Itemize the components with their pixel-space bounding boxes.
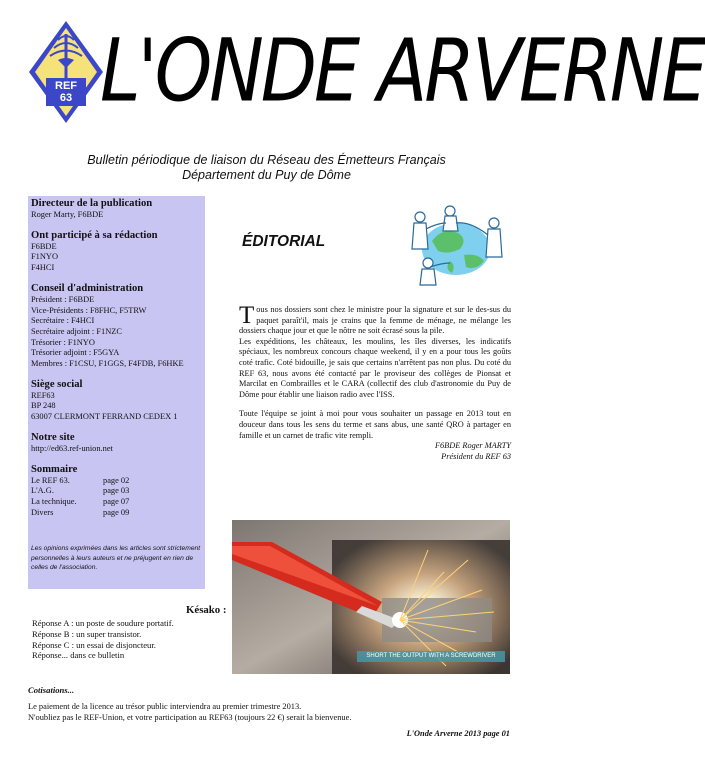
sommaire-page: page 02 [103,475,130,485]
sommaire-title: Divers [31,507,54,517]
photo-caption: SHORT THE OUTPUT WITH A SCREWDRIVER [357,651,505,662]
sommaire-entry[interactable] [31,508,202,519]
disclaimer-note: Les opinions exprimées dans les articles sont strictement personnelles à leurs auteurs et ne préjugent en rien de celles de l'association. [31,545,201,571]
cotisations-text [28,701,508,723]
sommaire-page: page 07 [103,496,130,506]
sommaire-heading: Sommaire [31,463,78,475]
signature-name: F6BDE Roger MARTY [434,441,511,451]
conseil-item: Membres : F1CSU, F1GGS, F4FDB, F6HKE [31,359,184,369]
logo-63-text: 63 [59,92,73,104]
cotisations-heading: Cotisations... [28,685,75,695]
siege-heading: Siège social [31,378,83,390]
editorial-paragraph-2: Les expéditions, les châteaux, les moulins, les îles diverses, les indicatifs spéciaux, les nombreux concours chaque weekend, il y en a pour tous les goûts coté trafic. Coté bidouille, je sais que certains n'arrêtent pas non plus. Du coté du REF 63, nous avons été contacté par le proviseur des collèges de Pionsat et Marcilat en Combrailles et le CARA (collectif des club d'astronomie du Puy de Dôme pour établir une liaison radio avec l'ISS. [239,336,511,399]
sommaire-entry[interactable] [31,497,202,508]
editorial-title: ÉDITORIAL [242,233,326,250]
sommaire-title: La technique. [31,496,77,506]
redaction-item: F4HCI [31,263,55,273]
siege-line: BP 248 [31,401,56,411]
cotisations-line: Le paiement de la licence au trésor public interviendra au premier trimestre 2013. [28,702,302,711]
info-sidebar [28,196,205,589]
directeur-value: Roger Marty, F6BDE [31,210,104,219]
drop-cap: T [239,302,255,329]
sommaire-title: Le REF 63. [31,475,70,485]
kesako-answer: Réponse A : un poste de soudure portatif. [32,618,174,628]
editorial-article [239,302,511,462]
page-footer: L'Onde Arverne 2013 page 01 [406,729,510,738]
redaction-item: F6BDE [31,241,57,251]
logo-ref-text: REF [55,80,77,92]
sommaire-entry[interactable] [31,476,202,487]
redaction-heading: Ont participé à sa rédaction [31,229,158,241]
masthead-title: L'ONDE ARVERNE [100,21,705,122]
editorial-paragraph-1 [239,302,511,337]
ref63-logo [28,20,104,124]
siege-line: 63007 CLERMONT FERRAND CEDEX 1 [31,412,178,422]
kesako-answer: Réponse... dans ce bulletin [32,650,125,661]
directeur-heading: Directeur de la publication [31,198,153,209]
paragraph-1-text: ous nos dossiers sont chez le ministre pour la signature et sur le des-sus du paquet paraît'il, mais je crains que la femme de ménage, ne mélange les dossiers chaque jour et que le nôtre ne soit écrasé sous la pile. [239,305,511,336]
kesako-answer: Réponse C : un essai de disjoncteur. [32,639,156,650]
sommaire-page: page 03 [103,486,130,496]
conseil-item: Président : F6BDE [31,294,95,304]
editorial-paragraph-3: Toute l'équipe se joint à moi pour vous souhaiter un passage en 2013 tout en douceur dans tous les sens du terme et sans abus, une santé QRO à partager en famille et un carnet de trafic vite rempli. [239,409,511,440]
redaction-item: F1NYO [31,252,58,262]
screwdriver-sparks-photo [232,520,510,674]
kesako-answers [32,618,227,661]
kesako-heading: Késako : [186,604,227,616]
conseil-item: Trésorier adjoint : F5GYA [31,348,120,358]
subtitle-line-2: Département du Puy de Dôme [182,168,351,182]
masthead-subtitle [0,153,533,183]
conseil-item: Vice-Présidents : F8FHC, F5TRW [31,305,147,315]
globe-people-illustration [398,203,510,285]
kesako-answer: Réponse B : un super transistor. [32,628,142,639]
sommaire-page: page 09 [103,507,130,517]
sommaire-title: L'A.G. [31,486,54,496]
site-heading: Notre site [31,431,75,443]
conseil-item: Secrétaire : F4HCI [31,316,95,326]
conseil-heading: Conseil d'administration [31,282,144,294]
conseil-item: Secrétaire adjoint : F1NZC [31,326,122,336]
cotisations-line: N'oubliez pas le REF-Union, et votre participation au REF63 (toujours 22 €) serait la bienvenue. [28,713,352,722]
sommaire-entry[interactable] [31,486,202,497]
signature-title: Président du REF 63 [441,451,511,461]
subtitle-line-1: Bulletin périodique de liaison du Réseau des Émetteurs Français [87,153,446,167]
siege-line: REF63 [31,390,55,400]
site-link[interactable]: http://ed63.ref-union.net [31,443,113,453]
conseil-item: Trésorier : F1NYO [31,337,95,347]
